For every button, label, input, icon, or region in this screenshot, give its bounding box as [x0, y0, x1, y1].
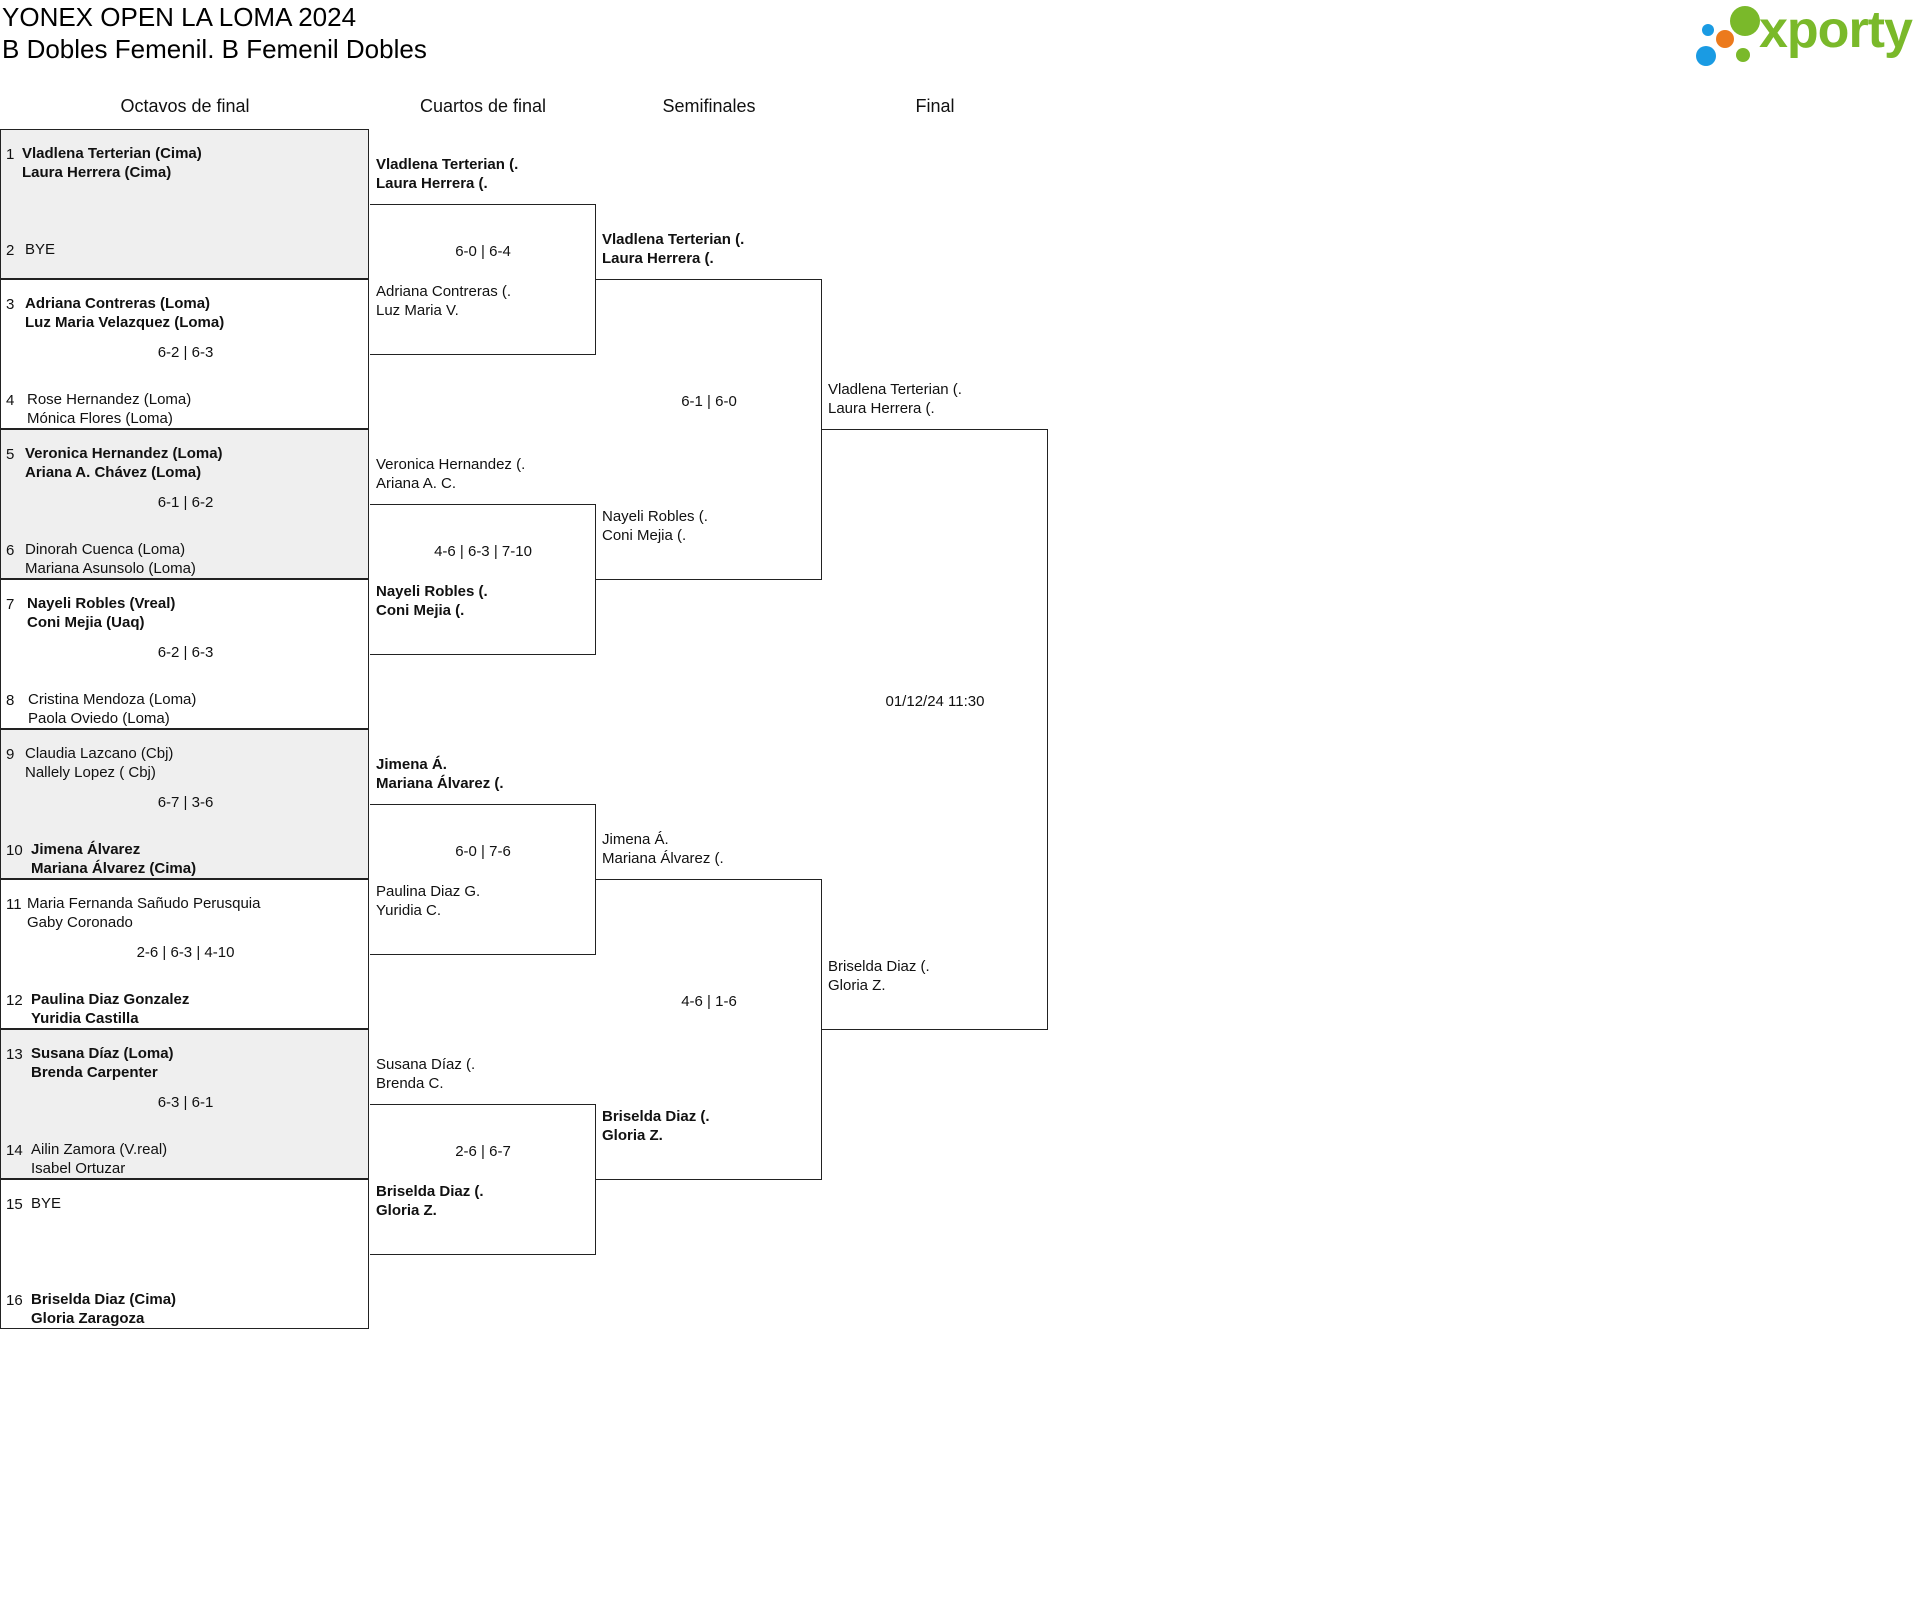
team-entry[interactable]	[25, 444, 223, 482]
player-name: Veronica Hernandez (.	[376, 456, 526, 473]
logo-dot-green	[1730, 6, 1760, 36]
round1-match	[0, 879, 369, 1029]
player-name: Mariana Álvarez (Cima)	[31, 860, 197, 877]
round1-match	[0, 729, 369, 879]
player-name: Nallely Lopez ( Cbj)	[25, 764, 156, 781]
player-name: Gloria Zaragoza	[31, 1310, 145, 1327]
round1-match	[0, 1029, 369, 1179]
team-entry[interactable]	[602, 830, 724, 868]
player-name: Mariana Álvarez (.	[602, 850, 724, 867]
seed-number: 1	[6, 146, 15, 163]
match-score: 01/12/24 11:30	[885, 693, 985, 710]
player-name: Gloria Z.	[828, 977, 886, 994]
team-entry[interactable]	[602, 507, 708, 545]
player-name: Jimena Á.	[602, 831, 669, 848]
player-name: Mónica Flores (Loma)	[27, 410, 173, 427]
seed-number: 3	[6, 296, 15, 313]
player-name: Luz Maria Velazquez (Loma)	[25, 314, 225, 331]
seed-number: 13	[6, 1046, 23, 1063]
seed-number: 2	[6, 242, 15, 259]
round1-match	[0, 579, 369, 729]
player-name: Maria Fernanda Sañudo Perusquia	[27, 895, 261, 912]
team-entry[interactable]	[602, 1107, 710, 1145]
player-name: Paulina Diaz Gonzalez	[31, 991, 190, 1008]
player-name: Ailin Zamora (V.real)	[31, 1141, 168, 1158]
player-name: Dinorah Cuenca (Loma)	[25, 541, 186, 558]
player-name: Nayeli Robles (Vreal)	[27, 595, 176, 612]
team-entry[interactable]	[25, 744, 173, 782]
match-score: 2-6 | 6-7	[455, 1143, 511, 1160]
seed-number: 5	[6, 446, 15, 463]
seed-number: 11	[6, 896, 22, 913]
seed-number: 4	[6, 392, 15, 409]
player-name: Brenda C.	[376, 1075, 444, 1092]
bracket-connector	[370, 204, 596, 355]
player-name: Paola Oviedo (Loma)	[28, 710, 170, 727]
round1-match	[0, 129, 369, 279]
team-entry[interactable]	[25, 240, 55, 259]
logo-wordmark: xporty	[1759, 1, 1912, 59]
team-entry[interactable]	[376, 155, 518, 193]
player-name: Vladlena Terterian (.	[602, 231, 745, 248]
match-score: 6-2 | 6-3	[157, 644, 214, 661]
team-entry[interactable]	[376, 755, 504, 793]
team-entry[interactable]	[828, 957, 930, 995]
team-entry[interactable]	[31, 990, 189, 1028]
team-entry[interactable]	[376, 582, 488, 620]
team-entry[interactable]	[31, 1194, 61, 1213]
logo-dot-orange	[1716, 30, 1734, 48]
player-name: Briselda Diaz (.	[828, 958, 930, 975]
team-entry[interactable]	[31, 1140, 167, 1178]
logo-dot-blue-large	[1696, 46, 1716, 66]
player-name: Rose Hernandez (Loma)	[27, 391, 192, 408]
round-header-cuartos: Cuartos de final	[419, 96, 547, 116]
match-score: 6-3 | 6-1	[157, 1094, 214, 1111]
team-entry[interactable]	[27, 594, 175, 632]
player-name: Briselda Diaz (.	[376, 1183, 484, 1200]
team-entry[interactable]	[25, 294, 224, 332]
player-name: Coni Mejia (Uaq)	[27, 614, 145, 631]
player-name: Nayeli Robles (.	[602, 508, 708, 525]
team-entry[interactable]	[602, 230, 744, 268]
seed-number: 7	[6, 596, 15, 613]
team-entry[interactable]	[376, 282, 511, 320]
player-name: Adriana Contreras (Loma)	[25, 295, 211, 312]
team-entry[interactable]	[376, 882, 480, 920]
player-name: Coni Mejia (.	[376, 602, 465, 619]
team-entry[interactable]	[22, 144, 202, 182]
match-score: 4-6 | 1-6	[681, 993, 737, 1010]
match-score: 6-1 | 6-2	[157, 494, 214, 511]
player-name: Adriana Contreras (.	[376, 283, 512, 300]
player-name: Laura Herrera (Cima)	[22, 164, 172, 181]
player-name: Vladlena Terterian (Cima)	[22, 145, 202, 162]
match-score: 6-0 | 6-4	[455, 243, 511, 260]
match-score: 6-2 | 6-3	[157, 344, 214, 361]
round-header-semifinales: Semifinales	[662, 96, 756, 116]
team-entry[interactable]	[25, 540, 196, 578]
player-name: Vladlena Terterian (.	[828, 381, 962, 398]
team-entry[interactable]	[28, 690, 196, 728]
player-name: Susana Díaz (.	[376, 1056, 476, 1073]
xporty-logo	[1696, 2, 1920, 72]
tournament-title: YONEX OPEN LA LOMA 2024	[2, 2, 357, 32]
seed-number: 10	[6, 842, 23, 859]
player-name: Nayeli Robles (.	[376, 583, 488, 600]
team-entry[interactable]	[27, 390, 191, 428]
category-title: B Dobles Femenil. B Femenil Dobles	[2, 34, 427, 64]
logo-dot-green-small	[1736, 48, 1750, 62]
player-name: Laura Herrera (.	[376, 175, 488, 192]
player-name: BYE	[25, 241, 56, 258]
player-name: Mariana Álvarez (.	[376, 775, 504, 792]
team-entry[interactable]	[376, 1055, 475, 1093]
player-name: Brenda Carpenter	[31, 1064, 158, 1081]
player-name: Paulina Diaz G.	[376, 883, 481, 900]
round1-match	[0, 279, 369, 429]
team-entry[interactable]	[828, 380, 962, 418]
bracket-connector	[370, 804, 596, 955]
round1-match	[0, 1179, 369, 1329]
seed-number: 16	[6, 1292, 23, 1309]
bracket-connector	[822, 429, 1048, 1030]
player-name: Coni Mejia (.	[602, 527, 687, 544]
seed-number: 9	[6, 746, 15, 763]
seed-number: 15	[6, 1196, 23, 1213]
player-name: Gaby Coronado	[27, 914, 133, 931]
team-entry[interactable]	[376, 1182, 484, 1220]
player-name: Isabel Ortuzar	[31, 1160, 126, 1177]
player-name: Gloria Z.	[602, 1127, 663, 1144]
player-name: Ariana A. Chávez (Loma)	[25, 464, 202, 481]
player-name: Claudia Lazcano (Cbj)	[25, 745, 174, 762]
player-name: Cristina Mendoza (Loma)	[28, 691, 197, 708]
seed-number: 6	[6, 542, 15, 559]
bracket-connector	[370, 504, 596, 655]
player-name: Laura Herrera (.	[602, 250, 714, 267]
match-score: 2-6 | 6-3 | 4-10	[136, 944, 235, 961]
seed-number: 14	[6, 1142, 23, 1159]
player-name: Mariana Asunsolo (Loma)	[25, 560, 196, 577]
player-name: Gloria Z.	[376, 1202, 437, 1219]
player-name: Jimena Álvarez	[31, 841, 141, 858]
player-name: Vladlena Terterian (.	[376, 156, 519, 173]
logo-dot-blue-small	[1702, 24, 1714, 36]
player-name: Yuridia Castilla	[31, 1010, 139, 1027]
player-name: Briselda Diaz (.	[602, 1108, 710, 1125]
team-entry[interactable]	[27, 894, 260, 932]
player-name: Briselda Diaz (Cima)	[31, 1291, 177, 1308]
round1-match	[0, 429, 369, 579]
player-name: Jimena Á.	[376, 756, 447, 773]
team-entry[interactable]	[31, 1044, 174, 1082]
seed-number: 12	[6, 992, 23, 1009]
team-entry[interactable]	[31, 1290, 176, 1328]
match-score: 6-0 | 7-6	[455, 843, 511, 860]
player-name: Ariana A. C.	[376, 475, 457, 492]
match-score: 6-7 | 3-6	[157, 794, 214, 811]
player-name: Susana Díaz (Loma)	[31, 1045, 174, 1062]
player-name: Luz Maria V.	[376, 302, 459, 319]
bracket-connector	[370, 1104, 596, 1255]
player-name: Yuridia C.	[376, 902, 442, 919]
round-header-final: Final	[915, 96, 955, 116]
team-entry[interactable]	[376, 455, 525, 493]
match-score: 4-6 | 6-3 | 7-10	[434, 543, 532, 560]
player-name: Laura Herrera (.	[828, 400, 935, 417]
round-header-octavos: Octavos de final	[120, 96, 250, 116]
seed-number: 8	[6, 692, 15, 709]
match-score: 6-1 | 6-0	[681, 393, 737, 410]
player-name: BYE	[31, 1195, 62, 1212]
player-name: Veronica Hernandez (Loma)	[25, 445, 223, 462]
team-entry[interactable]	[31, 840, 196, 878]
